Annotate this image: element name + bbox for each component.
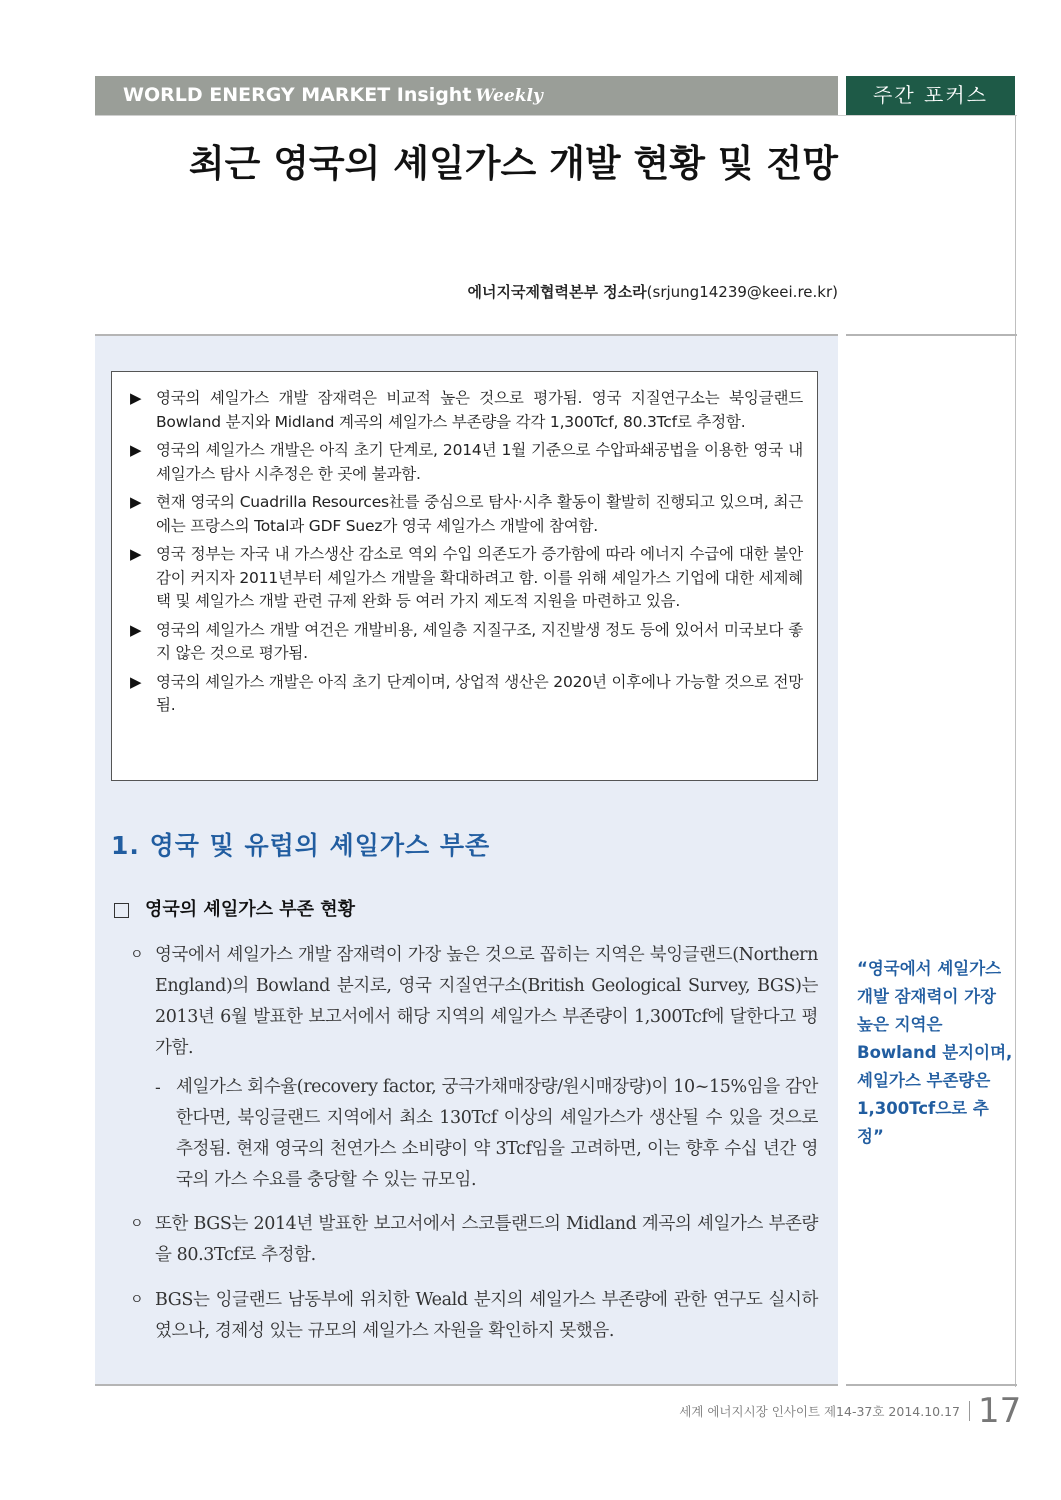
- author-line: [95, 281, 838, 303]
- triangle-bullet-icon: ▶: [130, 493, 142, 511]
- summary-item: [130, 491, 803, 538]
- dash-bullet-icon: -: [155, 1078, 161, 1097]
- section-heading: 1. 영국 및 유럽의 셰일가스 부존: [111, 831, 491, 860]
- summary-item: [130, 543, 803, 614]
- article-title: 최근 영국의 셰일가스 개발 현황 및 전망: [188, 142, 838, 185]
- summary-text: 영국 정부는 자국 내 가스생산 감소로 역외 수입 의존도가 증가함에 따라 에너지 수급에 대한 불안감이 커지자 2011년부터 셰일가스 개발을 확대하려고 함. 이를 위해 셰일가스 기업에 대한 세제혜택 및 셰일가스 개발 관련 규제 완화 등 여러 가지 제도적 지원을 마련하고 있음.: [156, 545, 803, 610]
- circle-bullet-icon: ㅇ: [130, 1216, 144, 1232]
- body-paragraph: [130, 1209, 818, 1271]
- header-series-title: [123, 82, 543, 109]
- paragraph-text: 셰일가스 회수율(recovery factor, 궁극가채매장량/원시매장량)이 10~15%임을 감안한다면, 북잉글랜드 지역에서 최소 130Tcf 이상의 셰일가스가 생산될 수 있을 것으로 추정됨. 현재 영국의 천연가스 소비량이 약 3Tcf임을 고려하면, 이는 향후 수십 년간 영국의 가스 수요를 충당할 수 있는 규모임.: [176, 1077, 818, 1190]
- right-margin-line: [1015, 115, 1016, 1387]
- header-divider: [95, 115, 1017, 116]
- triangle-bullet-icon: ▶: [130, 672, 142, 691]
- bottom-rule: [95, 1384, 838, 1386]
- body-subparagraph: [155, 1072, 818, 1196]
- checkbox-square-icon: [114, 903, 129, 918]
- sidebar-pull-quote: “영국에서 셰일가스 개발 잠재력이 가장 높은 지역은 Bowland 분지이며, 셰일가스 부존량은 1,300Tcf으로 추정”: [857, 959, 1013, 1146]
- summary-text: 영국의 셰일가스 개발 여건은 개발비용, 셰일층 지질구조, 지진발생 정도 등에 있어서 미국보다 좋지 않은 것으로 평가됨.: [156, 620, 803, 662]
- bottom-rule-side: [846, 1384, 1017, 1386]
- circle-bullet-icon: ㅇ: [130, 947, 144, 963]
- triangle-bullet-icon: ▶: [130, 620, 142, 639]
- top-rule-side: [846, 334, 1017, 336]
- author-email: (srjung14239@keei.re.kr): [646, 283, 838, 301]
- circle-bullet-icon: ㅇ: [130, 1292, 144, 1308]
- triangle-bullet-icon: ▶: [130, 389, 142, 407]
- section-tab: 주간 포커스: [846, 76, 1015, 115]
- series-title: WORLD ENERGY MARKET Insight: [123, 84, 472, 106]
- footer-separator: [969, 1401, 970, 1421]
- body-paragraph: [130, 940, 818, 1064]
- summary-text: 현재 영국의 Cuadrilla Resources社를 중심으로 탐사·시추 활동이 활발히 진행되고 있으며, 최근에는 프랑스의 Total과 GDF Suez가 영국 셰일가스 개발에 참여함.: [156, 493, 803, 535]
- author-name: 에너지국제협력본부 정소라: [467, 283, 647, 301]
- subsection-heading-text: 영국의 셰일가스 부존 현황: [145, 899, 356, 920]
- triangle-bullet-icon: ▶: [130, 441, 142, 459]
- summary-text: 영국의 셰일가스 개발은 아직 초기 단계로, 2014년 1월 기준으로 수압파쇄공법을 이용한 영국 내 셰일가스 탐사 시추정은 한 곳에 불과함.: [156, 441, 803, 483]
- paragraph-text: 영국에서 셰일가스 개발 잠재력이 가장 높은 것으로 꼽히는 지역은 북잉글랜드(Northern England)의 Bowland 분지로, 영국 지질연구소(British Geological Survey, BGS)는 2013년 6월 발표한 보고서에서 해당 지역의 셰일가스 부존량이 1,300Tcf에 달한다고 평가함.: [155, 945, 818, 1058]
- paragraph-text: BGS는 잉글랜드 남동부에 위치한 Weald 분지의 셰일가스 부존량에 관한 연구도 실시하였으나, 경제성 있는 규모의 셰일가스 자원을 확인하지 못했음.: [155, 1290, 818, 1341]
- summary-item: [130, 619, 803, 666]
- series-weekly: Weekly: [475, 86, 543, 106]
- summary-text: 영국의 셰일가스 개발은 아직 초기 단계이며, 상업적 생산은 2020년 이후에나 가능할 것으로 전망됨.: [156, 672, 803, 714]
- summary-text: 영국의 셰일가스 개발 잠재력은 비교적 높은 것으로 평가됨. 영국 지질연구소는 북잉글랜드 Bowland 분지와 Midland 계곡의 셰일가스 부존량을 각각 1,300Tcf, 80.3Tcf로 추정함.: [156, 389, 803, 431]
- footer-issue-info: 세계 에너지시장 인사이트 제14-37호 2014.10.17: [679, 1404, 960, 1419]
- triangle-bullet-icon: ▶: [130, 545, 142, 563]
- summary-item: [130, 387, 803, 434]
- paragraph-text: 또한 BGS는 2014년 발표한 보고서에서 스코틀랜드의 Midland 계곡의 셰일가스 부존량을 80.3Tcf로 추정함.: [155, 1214, 818, 1265]
- summary-box: [111, 371, 818, 781]
- body-paragraph: [130, 1285, 818, 1347]
- summary-item: [130, 439, 803, 486]
- summary-item: [130, 671, 803, 718]
- page-number: 17: [978, 1391, 1022, 1431]
- subsection-heading: [111, 896, 355, 924]
